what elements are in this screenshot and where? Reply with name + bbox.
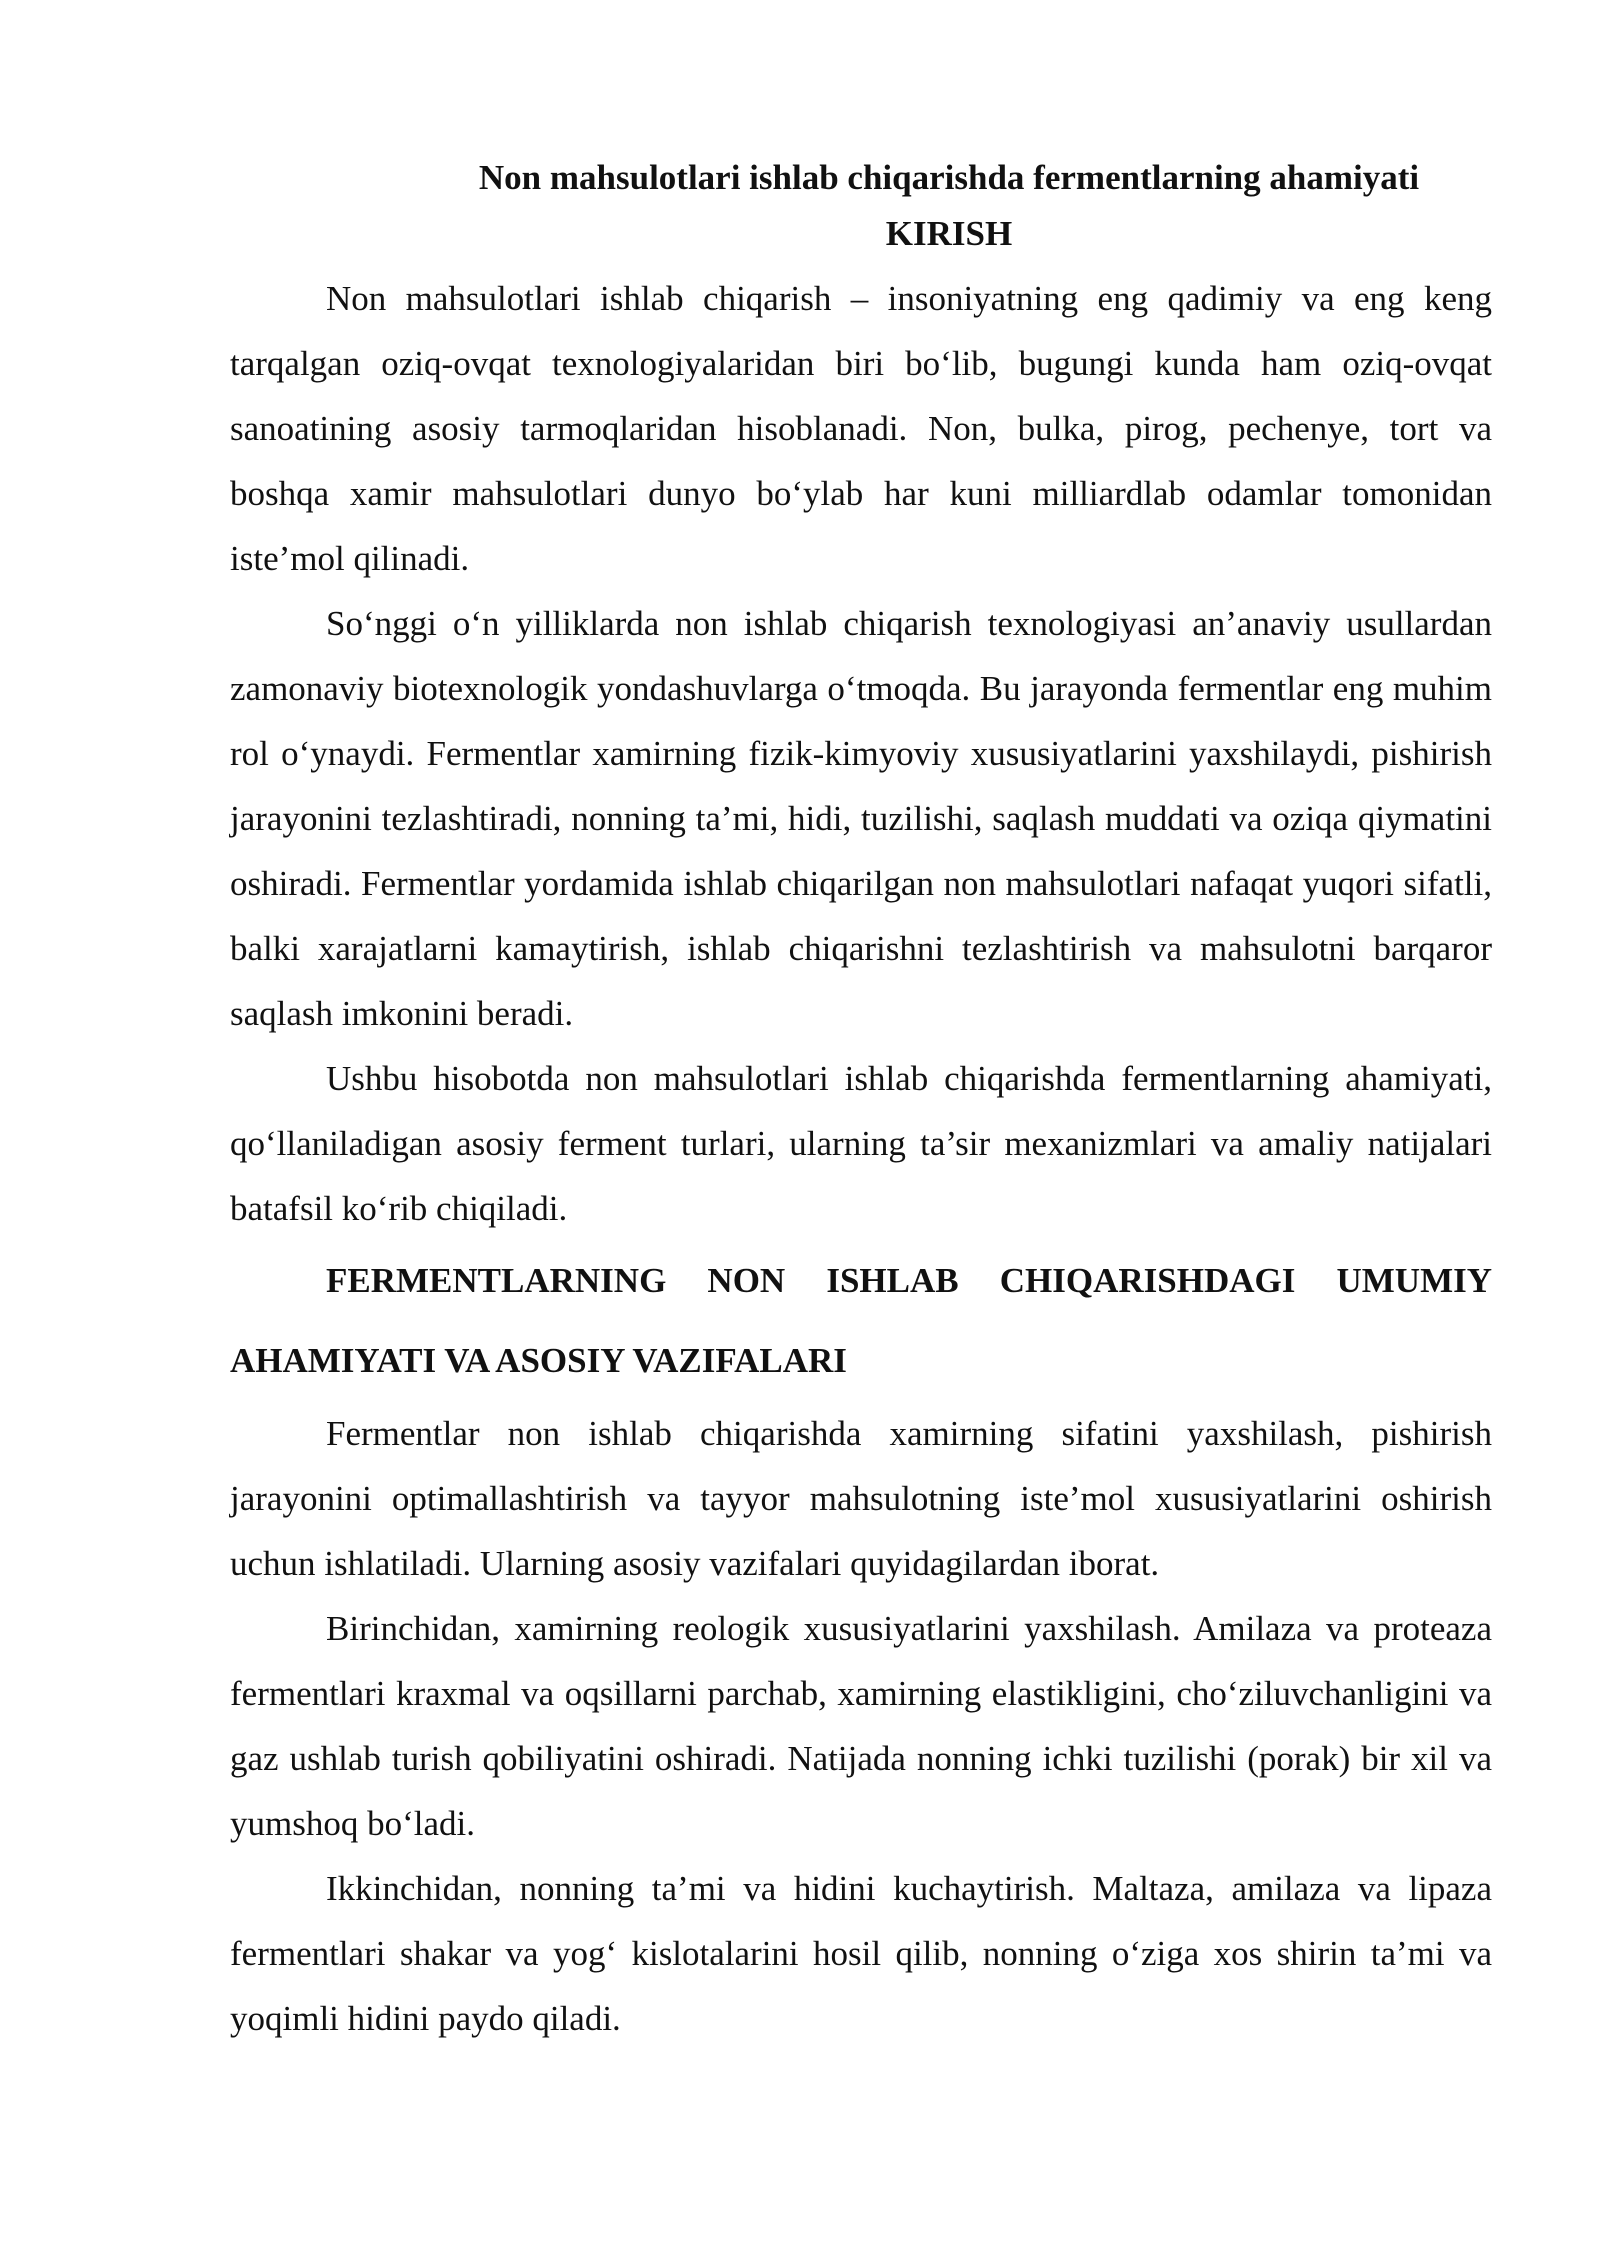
- intro-paragraph-1: Non mahsulotlari ishlab chiqarish – insoniyatning eng qadimiy va eng keng tarqalgan oziq-ovqat texnologiyalaridan biri bo‘lib, bugungi kunda ham oziq-ovqat sanoatining asosiy tarmoqlaridan hisoblanadi. Non, bulka, pirog, pechenye, tort va boshqa xamir mahsulotlari dunyo bo‘ylab har kuni milliardlab odamlar tomonidan iste’mol qilinadi.: [230, 279, 1492, 578]
- section-paragraph-1: Fermentlar non ishlab chiqarishda xamirning sifatini yaxshilash, pishirish jarayonini optimallashtirish va tayyor mahsulotning iste’mol xususiyatlarini oshirish uchun ishlatiladi. Ularning asosiy vazifalari quyidagilardan iborat.: [230, 1414, 1492, 1583]
- intro-heading: KIRISH: [885, 214, 1013, 253]
- intro-paragraph-2: So‘nggi o‘n yilliklarda non ishlab chiqarish texnologiyasi an’anaviy usullardan zamonaviy biotexnologik yondashuvlarga o‘tmoqda. Bu jarayonda fermentlar eng muhim rol o‘ynaydi. Fermentlar xamirning fizik-kimyoviy xususiyatlarini yaxshilaydi, pishirish jarayonini tezlashtiradi, nonning ta’mi, hidi, tuzilishi, saqlash muddati va oziqa qiymatini oshiradi. Fermentlar yordamida ishlab chiqarilgan non mahsulotlari nafaqat yuqori sifatli, balki xarajatlarni kamaytirish, ishlab chiqarishni tezlashtirish va mahsulotni barqaror saqlash imkonini beradi.: [230, 604, 1492, 1033]
- intro-paragraph-3: Ushbu hisobotda non mahsulotlari ishlab chiqarishda fermentlarning ahamiyati, qo‘llaniladigan asosiy ferment turlari, ularning ta’sir mexanizmlari va amaliy natijalari batafsil ko‘rib chiqiladi.: [230, 1059, 1492, 1228]
- section-heading: FERMENTLARNING NON ISHLAB CHIQARISHDAGI UMUMIY AHAMIYATI VA ASOSIY VAZIFALARI: [230, 1261, 1492, 1380]
- document-body: [230, 150, 1492, 2051]
- section-paragraph-3: Ikkinchidan, nonning ta’mi va hidini kuchaytirish. Maltaza, amilaza va lipaza fermentlari shakar va yog‘ kislotalarini hosil qilib, nonning o‘ziga xos shirin ta’mi va yoqimli hidini paydo qiladi.: [230, 1869, 1492, 2038]
- document-title: Non mahsulotlari ishlab chiqarishda fermentlarning ahamiyati: [478, 158, 1420, 197]
- section-paragraph-2: Birinchidan, xamirning reologik xususiyatlarini yaxshilash. Amilaza va proteaza fermentlari kraxmal va oqsillarni parchab, xamirning elastikligini, cho‘ziluvchanligini va gaz ushlab turish qobiliyatini oshiradi. Natijada nonning ichki tuzilishi (porak) bir xil va yumshoq bo‘ladi.: [230, 1609, 1492, 1843]
